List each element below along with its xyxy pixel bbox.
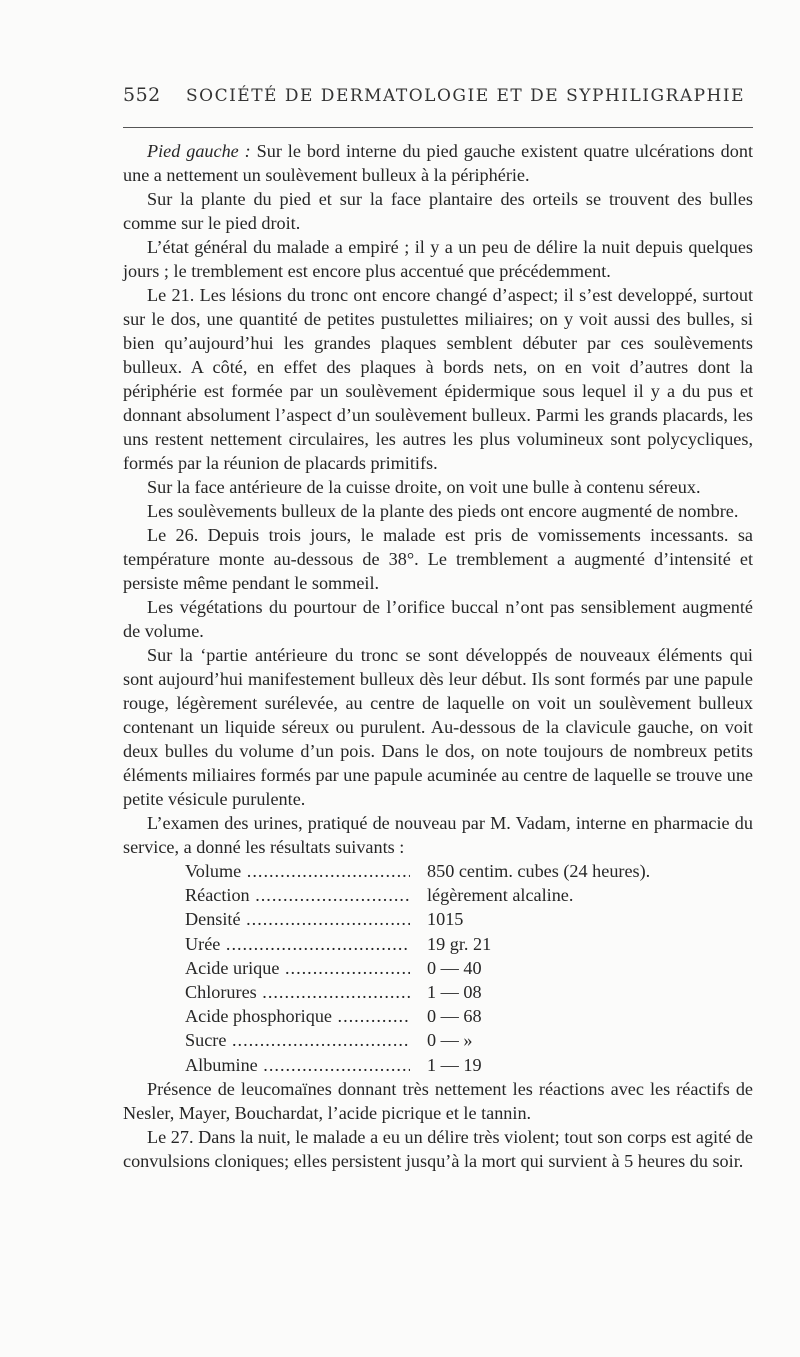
running-head (123, 84, 753, 114)
paragraph: Le 21. Les lésions du tronc ont encore changé d’aspect; il s’est developpé, surtout sur le dos, une quantité de petites pustulettes miliaires; on y voit aussi des bulles, si bien qu’aujourd’hui les grandes plaques semblent débuter par ces soulèvements bulleux. A côté, en effet des plaques à bords nets, on en voit d’autres dont la périphérie est formée par un soulèvement épidermique sous lequel il y a du pus et donnant absolument l’aspect d’un soulèvement bulleux. Parmi les grands placards, les uns restent nettement circulaires, les autres les plus volumineux sont polycycliques, formés par la réunion de placards primitifs. (123, 285, 753, 473)
result-value: 19 gr. 21 (427, 932, 491, 956)
body-text (123, 139, 753, 1173)
result-value: légèrement alcaline. (427, 883, 573, 907)
journal-title: SOCIÉTÉ DE DERMATOLOGIE ET DE SYPHILIGRAPHIE (186, 86, 746, 106)
result-label: Acide phosphorique ..... (185, 1004, 410, 1028)
result-value: 850 centim. cubes (24 heures). (427, 859, 650, 883)
page-number: 552 (123, 84, 161, 106)
results-row (123, 956, 753, 980)
urine-results-table (123, 859, 753, 1077)
result-value: 1 — 19 (427, 1053, 482, 1077)
paragraph: Les soulèvements bulleux de la plante des pieds ont encore augmenté de nombre. (147, 501, 739, 521)
result-label: Urée ..... (185, 932, 410, 956)
paragraph (123, 139, 753, 187)
paragraph: Sur la ‘partie antérieure du tronc se sont développés de nouveaux éléments qui sont aujourd’hui manifestement bulleux dès leur début. Ils sont formés par une papule rouge, légèrement surélevée, au centre de laquelle on voit un soulèvement bulleux contenant un liquide séreux ou purulent. Au-dessous de la clavicule gauche, on voit deux bulles du volume d’un pois. Dans le dos, on note toujours de nombreux petits éléments miliaires formés par une papule acuminée au centre de laquelle se trouve une petite vésicule purulente. (123, 645, 753, 809)
paragraph: L’état général du malade a empiré ; il y a un peu de délire la nuit depuis quelques jours ; le tremblement est encore plus accentué que précédemment. (123, 237, 753, 281)
result-label: Albumine ..... (185, 1053, 410, 1077)
result-value: 1 — 08 (427, 980, 482, 1004)
results-row (123, 1004, 753, 1028)
result-label: Volume ..... (185, 859, 410, 883)
result-value: 0 — 40 (427, 956, 482, 980)
results-row (123, 1053, 753, 1077)
paragraph: Le 27. Dans la nuit, le malade a eu un délire très violent; tout son corps est agité de convulsions cloniques; elles persistent jusqu’à la mort qui survient à 5 heures du soir. (123, 1126, 753, 1171)
paragraph: Présence de leucomaïnes donnant très nettement les réactions avec les réactifs de Nesler, Mayer, Bouchardat, l’acide picrique et le tannin. (123, 1078, 753, 1123)
results-row (123, 980, 753, 1004)
results-row (123, 932, 753, 956)
results-row (123, 883, 753, 907)
paragraph: L’examen des urines, pratiqué de nouveau par M. Vadam, interne en pharmacie du service, a donné les résultats suivants : (123, 813, 753, 857)
paragraph: Les végétations du pourtour de l’orifice buccal n’ont pas sensiblement augmenté de volume. (123, 597, 753, 641)
result-label: Densité ..... (185, 907, 410, 931)
paragraph-lead: Pied gauche : (147, 141, 251, 161)
result-value: 1015 (427, 907, 463, 931)
result-label: Chlorures ..... (185, 980, 410, 1004)
paragraph: Le 26. Depuis trois jours, le malade est pris de vomissements incessants. sa température monte au-dessous de 38°. Le tremblement a augmenté d’intensité et persiste même pendant le sommeil. (123, 525, 753, 593)
results-row (123, 859, 753, 883)
paragraph: Sur la face antérieure de la cuisse droite, on voit une bulle à contenu séreux. (147, 477, 701, 497)
paragraph-text: Sur le bord interne du pied gauche existent quatre ulcérations dont une a nettement un soulèvement bulleux à la périphérie. (123, 141, 753, 185)
header-rule (123, 127, 753, 128)
result-label: Sucre ..... (185, 1028, 410, 1052)
result-value: 0 — » (427, 1028, 472, 1052)
paragraph: Sur la plante du pied et sur la face plantaire des orteils se trouvent des bulles comme sur le pied droit. (123, 189, 753, 233)
results-row (123, 1028, 753, 1052)
result-label: Réaction ..... (185, 883, 410, 907)
results-row (123, 907, 753, 931)
result-value: 0 — 68 (427, 1004, 482, 1028)
result-label: Acide urique ..... (185, 956, 410, 980)
